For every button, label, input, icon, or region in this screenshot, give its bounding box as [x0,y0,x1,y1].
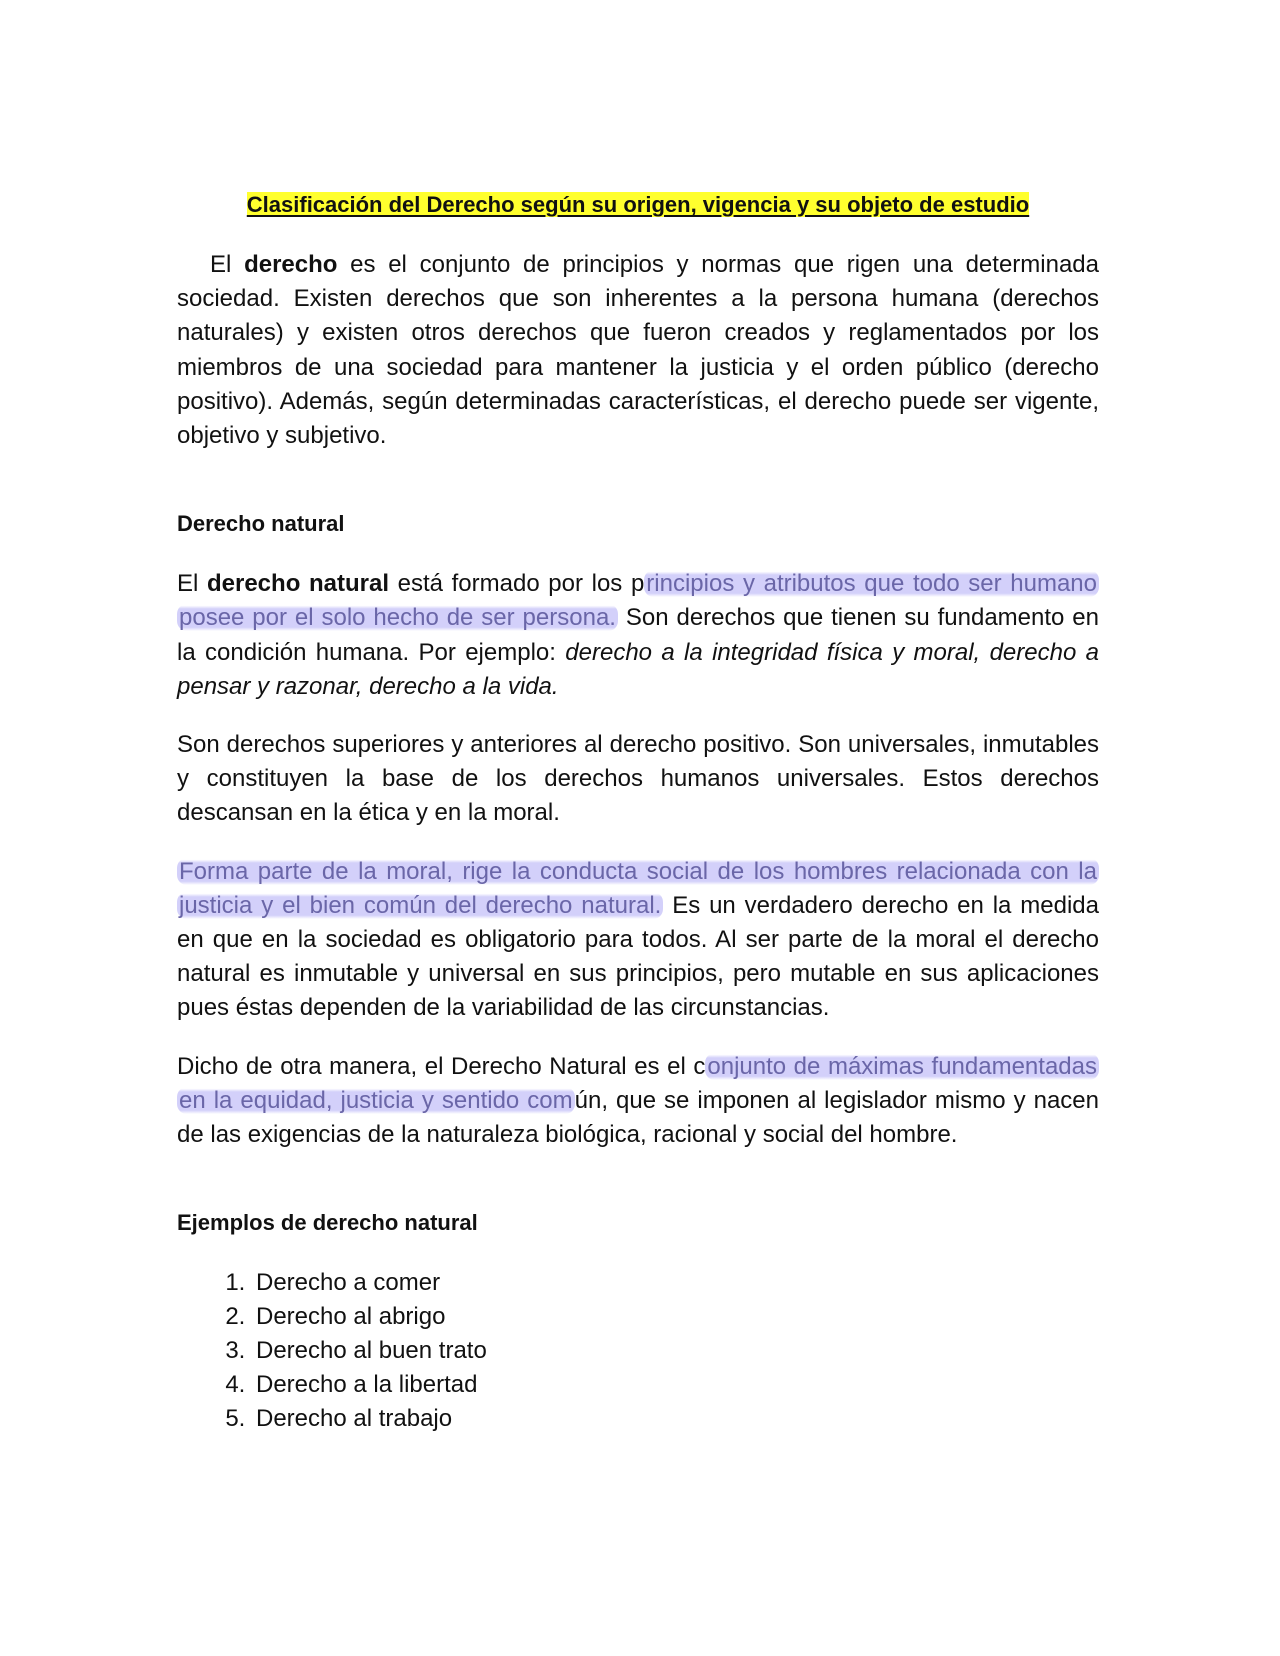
marker-highlight-1: rincipios y atributos que todo ser humano posee por el solo hecho de ser persona. [179,570,1098,632]
p3-text-1: Es un verdadero derecho en la medida en que en la sociedad es obligatorio para todos. Al ser parte de la moral el derecho natural es inmutable y universal en sus principios, pero mutable en sus aplicaciones pues éstas dependen de la variabilidad de las circunstancias. [177,891,1099,1022]
p4-text-1: Dicho de otra manera, el Derecho Natural es el c [177,1052,706,1080]
list-item: 2. Derecho al abrigo [252,1300,1099,1334]
marker-highlight-2: Forma parte de la moral, rige la conducta social de los hombres relacionada con la justicia y el bien común del derecho natural. [179,857,1097,919]
section-heading-derecho-natural: Derecho natural [177,511,345,537]
title-block [177,192,1099,218]
marker-highlight-3: onjunto de máximas fundamentadas en la equidad, justicia y sentido com [179,1052,1097,1114]
list-item: 4. Derecho a la libertad [252,1368,1099,1402]
spacer [177,1152,1099,1208]
examples-list [177,1266,1099,1436]
paragraph-superiores: Son derechos superiores y anteriores al derecho positivo. Son universales, inmutables y constituyen la base de los derechos humanos universales. Estos derechos descansan en la ética y en la moral. [177,731,1099,827]
section-heading-ejemplos: Ejemplos de derecho natural [177,1210,478,1236]
p1-text-1: El [177,570,207,598]
paragraph-dicho-de-otra-manera [177,1050,1099,1153]
p1-text-3: Son derechos que tienen su fundamento en la condición humana. Por ejemplo: [177,604,1099,666]
p4-text-2: ún, que se imponen al legislador mismo y nacen de las exigencias de la naturaleza biológica, racional y social del hombre. [177,1086,1099,1149]
intro-paragraph [177,248,1099,453]
spacer [177,1026,1099,1050]
spacer [177,704,1099,728]
p1-italic-examples: derecho a la integridad física y moral, derecho a pensar y razonar, derecho a la vida. [177,638,1099,700]
spacer [177,539,1099,567]
spacer [177,453,1099,509]
p1-text-2: está formado por los p [389,570,645,598]
paragraph-derecho-natural-definition [177,567,1099,704]
list-item: 1. Derecho a comer [252,1266,1099,1300]
spacer [177,831,1099,855]
spacer [177,1238,1099,1266]
p1-bold-term: derecho natural [206,570,389,598]
intro-bold-term: derecho [244,251,338,278]
list-item: 3. Derecho al buen trato [252,1334,1099,1368]
intro-text-1: El [210,251,245,278]
list-item: 5. Derecho al trabajo [252,1402,1099,1436]
document-page [177,192,1099,1436]
document-title: Clasificación del Derecho según su origen, vigencia y su objeto de estudio [246,192,1030,217]
paragraph-forma-parte-moral [177,855,1099,1026]
intro-text-2: es el conjunto de principios y normas que rigen una determinada sociedad. Existen derechos que son inherentes a la persona humana (derechos naturales) y existen otros derechos que fueron creados y reglamentados por los miembros de una sociedad para mantener la justicia y el orden público (derecho positivo). Además, según determinadas características, el derecho puede ser vigente, objetivo y subjetivo. [177,251,1099,450]
